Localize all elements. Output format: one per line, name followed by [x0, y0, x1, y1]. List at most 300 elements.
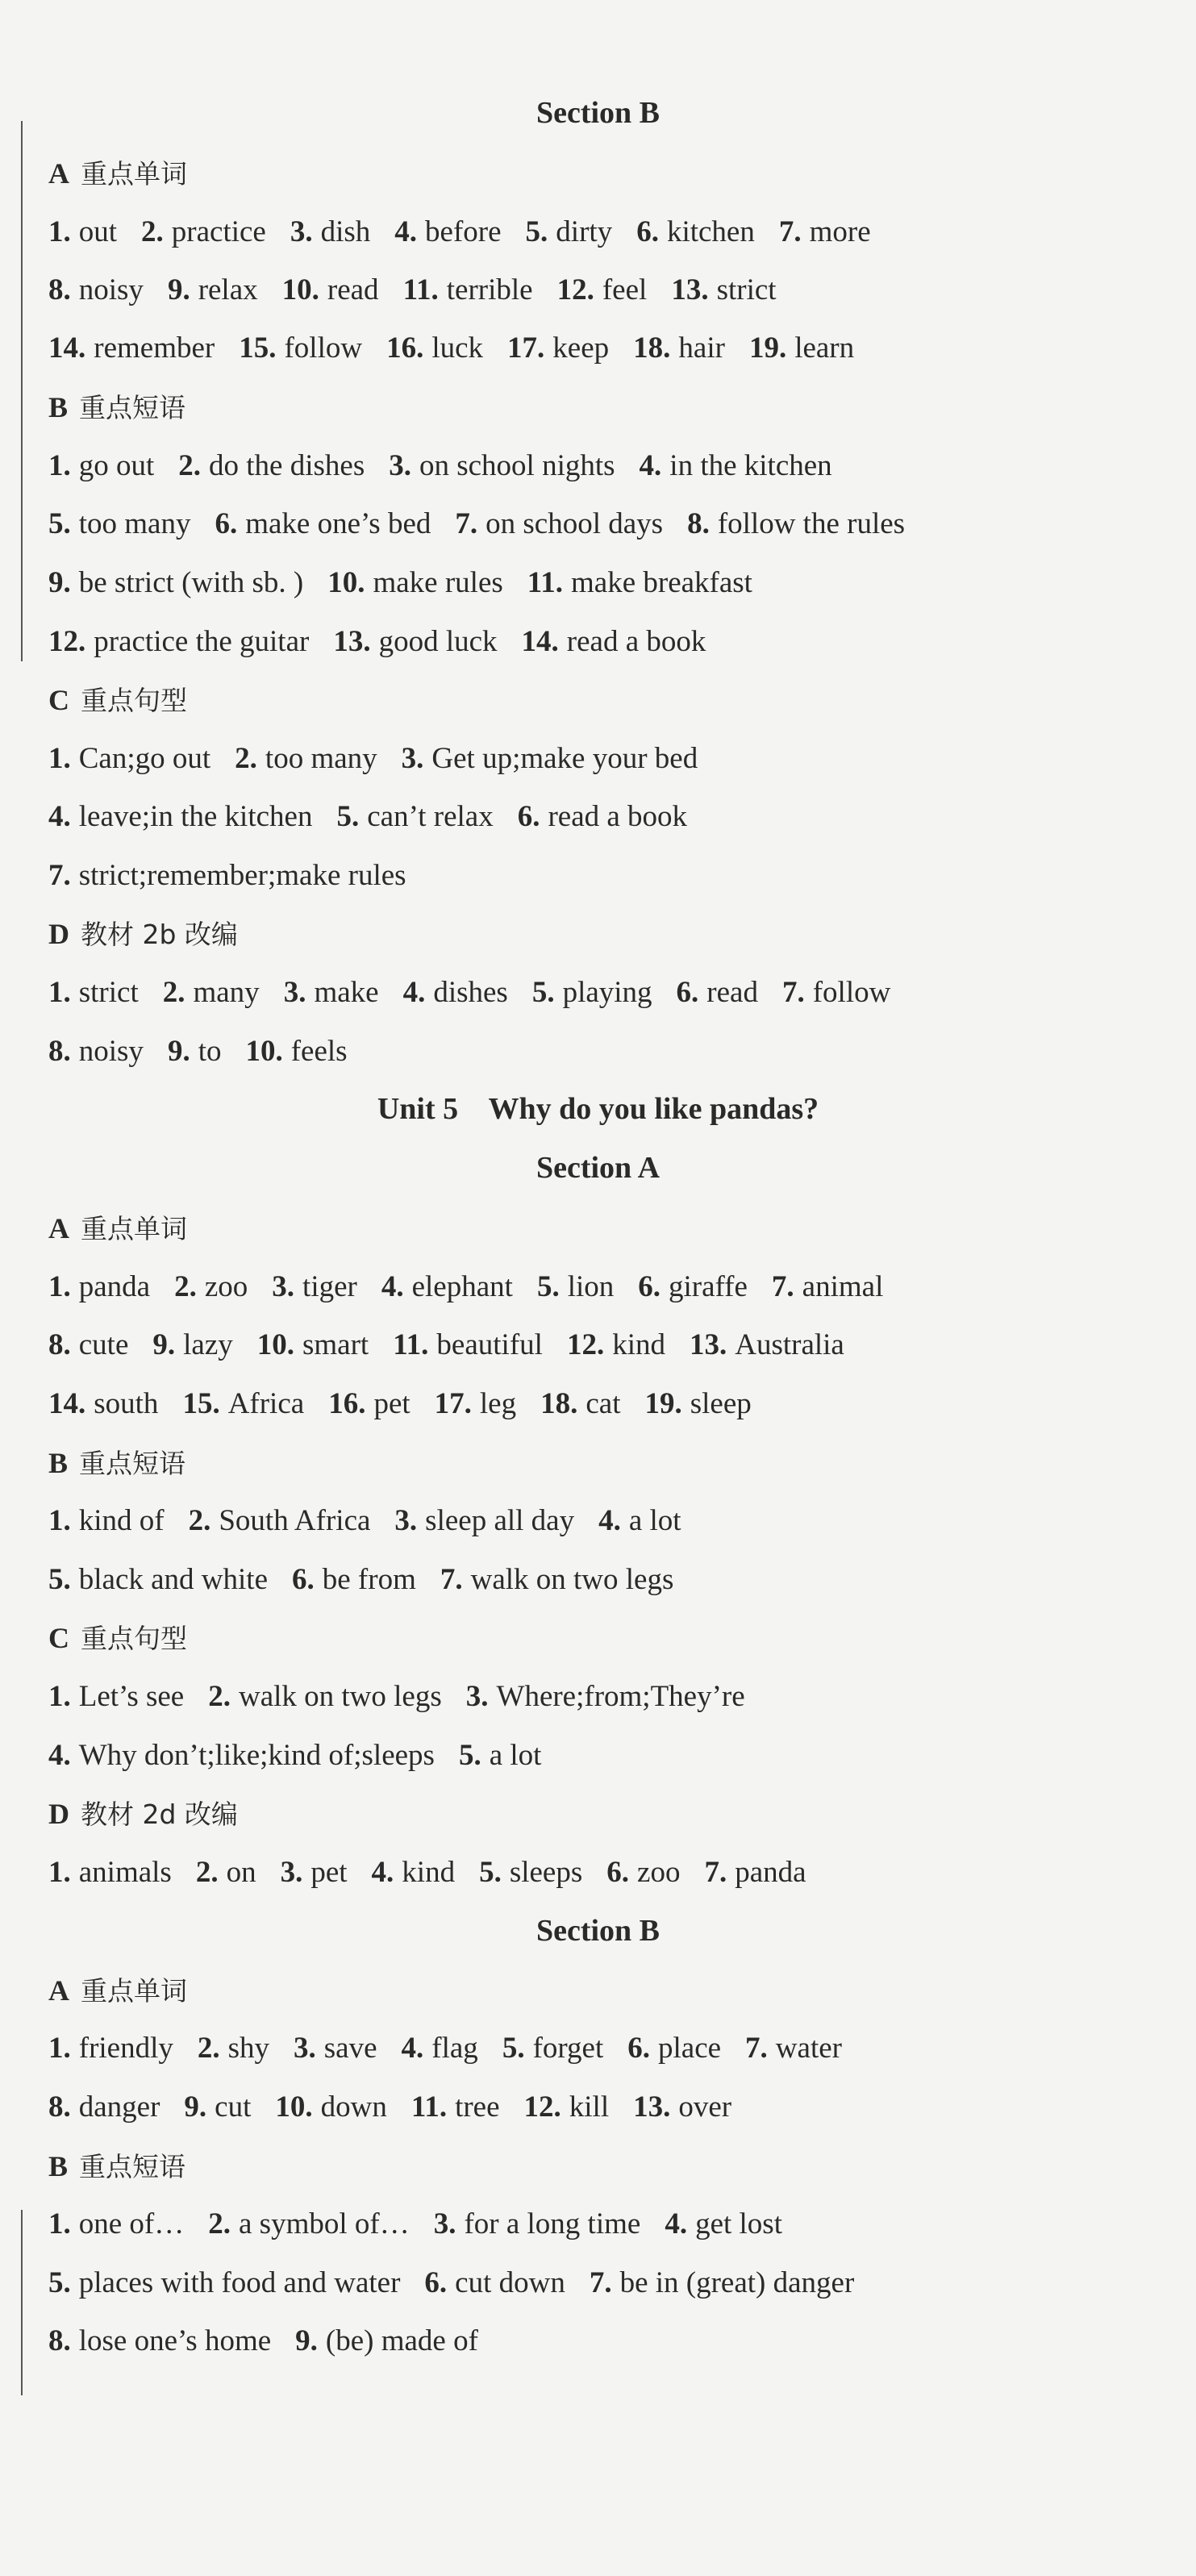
answer-item	[294, 2032, 377, 2065]
answer-number: 6.	[638, 1270, 661, 1303]
answer-text: strict;remember;make rules	[78, 859, 406, 892]
answer-item	[48, 273, 144, 306]
answer-item	[257, 1328, 369, 1361]
subsection-letter: A	[48, 1974, 69, 2007]
answer-number: 14.	[48, 331, 86, 365]
answer-line	[48, 1736, 1164, 1776]
answer-number: 11.	[527, 566, 563, 599]
answer-text: panda	[735, 1856, 806, 1889]
answer-text: smart	[302, 1328, 369, 1361]
answer-text: kill	[569, 2090, 610, 2124]
answer-number: 4.	[381, 1270, 404, 1303]
answer-number: 5.	[48, 2266, 71, 2299]
answer-number: 9.	[48, 566, 71, 599]
answer-text: kind	[402, 1856, 456, 1889]
answer-number: 6.	[215, 507, 238, 540]
answer-item	[434, 2207, 641, 2240]
answer-text: panda	[78, 1270, 151, 1303]
answer-number: 1.	[48, 2207, 71, 2240]
answer-text: remember	[94, 331, 215, 365]
answer-text: shy	[227, 2032, 270, 2065]
subsection-title: 重点短语	[79, 1448, 186, 1479]
answer-number: 5.	[525, 215, 548, 248]
answer-text: one of…	[78, 2207, 185, 2240]
answer-item	[424, 2266, 565, 2299]
answer-number: 9.	[184, 2090, 207, 2124]
answer-text: be strict (with sb. )	[78, 566, 304, 599]
answer-number: 2.	[208, 2207, 231, 2240]
answer-item	[48, 625, 309, 658]
answer-number: 4.	[598, 1504, 621, 1537]
answer-number: 1.	[48, 1270, 71, 1303]
answer-line	[48, 856, 1164, 896]
answer-text: (be) made of	[325, 2324, 478, 2357]
answer-number: 3.	[290, 215, 313, 248]
answer-number: 4.	[48, 1739, 71, 1772]
answer-item	[381, 1270, 513, 1303]
answer-item	[393, 1328, 543, 1361]
answer-number: 1.	[48, 215, 71, 248]
answer-text: pet	[310, 1856, 348, 1889]
answer-text: practice the guitar	[94, 625, 310, 658]
subsection-title: 教材 2b 改编	[81, 919, 238, 950]
answer-text: kitchen	[666, 215, 755, 248]
subsection-letter: B	[48, 391, 69, 423]
answer-number: 7.	[589, 2266, 612, 2299]
answer-number: 7.	[704, 1856, 727, 1889]
answer-item	[198, 2032, 269, 2065]
answer-line	[48, 563, 1164, 603]
answer-number: 14.	[521, 625, 559, 658]
answer-text: read a book	[548, 800, 688, 833]
answer-number: 13.	[333, 625, 371, 658]
answer-text: go out	[78, 449, 155, 482]
answer-text: sleep all day	[425, 1504, 575, 1537]
answer-line	[48, 1032, 1164, 1072]
subsection-heading	[48, 680, 1164, 721]
answer-number: 7.	[745, 2032, 768, 2065]
answer-item	[48, 331, 215, 365]
answer-number: 7.	[440, 1563, 463, 1596]
answer-number: 2.	[141, 215, 164, 248]
answer-item	[163, 976, 260, 1009]
answer-line	[48, 2321, 1164, 2361]
answer-text: Get up;make your bed	[431, 742, 698, 775]
answer-number: 9.	[167, 273, 190, 306]
answer-item	[782, 976, 890, 1009]
answer-number: 2.	[195, 1856, 219, 1889]
answer-number: 2.	[178, 449, 202, 482]
answer-item	[677, 976, 758, 1009]
subsection-heading	[48, 1208, 1164, 1249]
answer-item	[48, 566, 303, 599]
answer-number: 4.	[639, 449, 662, 482]
answer-item	[403, 273, 533, 306]
answer-line	[48, 1325, 1164, 1365]
subsection-title: 重点句型	[81, 685, 187, 716]
answer-number: 8.	[687, 507, 710, 540]
answer-item	[272, 1270, 357, 1303]
answer-text: Why don’t;like;kind of;sleeps	[78, 1739, 435, 1772]
answer-text: for a long time	[464, 2207, 641, 2240]
answer-item	[435, 1387, 516, 1420]
answer-number: 10.	[256, 1328, 294, 1361]
answer-text: keep	[552, 331, 610, 365]
answer-text: zoo	[637, 1856, 681, 1889]
subsection-heading	[48, 914, 1164, 955]
answer-item	[772, 1270, 883, 1303]
answer-text: forget	[532, 2032, 604, 2065]
section-heading: Section B	[535, 96, 661, 130]
answer-item	[540, 1387, 620, 1420]
answer-text: leave;in the kitchen	[78, 800, 313, 833]
answer-item	[557, 273, 648, 306]
answer-item	[690, 1328, 844, 1361]
answer-number: 9.	[295, 2324, 318, 2357]
subsection-title: 重点句型	[81, 1623, 187, 1654]
answer-item	[48, 2266, 400, 2299]
answer-text: feels	[290, 1035, 348, 1068]
answer-text: playing	[562, 976, 652, 1009]
answer-line	[48, 1853, 1164, 1893]
answer-item	[48, 1270, 150, 1303]
answer-text: danger	[78, 2090, 160, 2124]
answer-number: 5.	[48, 507, 71, 540]
answer-text: leg	[479, 1387, 517, 1420]
answer-number: 3.	[280, 1856, 303, 1889]
answer-item	[644, 1387, 751, 1420]
answer-text: animals	[78, 1856, 172, 1889]
answer-number: 8.	[48, 273, 71, 306]
answer-item	[532, 976, 652, 1009]
left-margin-rule	[21, 121, 23, 661]
answer-item	[168, 273, 258, 306]
answer-item	[48, 2207, 184, 2240]
answer-text: sleeps	[509, 1856, 583, 1889]
answer-item	[567, 1328, 665, 1361]
answer-item	[590, 2266, 854, 2299]
answer-text: on school nights	[419, 449, 615, 482]
answer-text: cat	[585, 1387, 621, 1420]
answer-item	[184, 2090, 251, 2124]
answer-number: 13.	[633, 2090, 671, 2124]
subsection-heading	[48, 1970, 1164, 2011]
subsection-letter: C	[48, 1622, 69, 1654]
answer-text: follow	[812, 976, 891, 1009]
answer-item	[411, 2090, 500, 2124]
answer-item	[598, 1504, 681, 1537]
subsection-letter: A	[48, 157, 69, 190]
answer-number: 11.	[410, 2090, 448, 2124]
answer-item	[290, 215, 370, 248]
answer-number: 1.	[48, 2032, 71, 2065]
answer-number: 2.	[197, 2032, 220, 2065]
answer-text: friendly	[78, 2032, 173, 2065]
answer-text: lazy	[183, 1328, 233, 1361]
answer-text: out	[78, 215, 118, 248]
answer-item	[48, 1504, 165, 1537]
answer-item	[527, 566, 752, 599]
answer-number: 5.	[336, 800, 360, 833]
answer-number: 10.	[281, 273, 319, 306]
answer-item	[239, 331, 362, 365]
answer-text: beautiful	[436, 1328, 543, 1361]
section-heading: Section A	[535, 1151, 661, 1185]
answer-item	[174, 1270, 248, 1303]
answer-text: flag	[431, 2032, 478, 2065]
answer-text: lion	[567, 1270, 615, 1303]
answer-text: practice	[171, 215, 266, 248]
answer-text: noisy	[78, 273, 144, 306]
answer-number: 16.	[328, 1387, 366, 1420]
answer-number: 18.	[540, 1387, 578, 1420]
answer-text: giraffe	[669, 1270, 748, 1303]
answer-number: 5.	[536, 1270, 560, 1303]
answer-item	[402, 742, 698, 775]
answer-line	[48, 212, 1164, 252]
answer-line	[48, 504, 1164, 544]
answer-line	[48, 622, 1164, 662]
answer-item	[526, 215, 613, 248]
answer-item	[48, 2324, 271, 2357]
answer-item	[48, 1680, 184, 1713]
answer-item	[779, 215, 871, 248]
answer-item	[537, 1270, 614, 1303]
answer-item	[524, 2090, 610, 2124]
section-heading: Unit 5 Why do you like pandas?	[377, 1092, 819, 1126]
answer-item	[295, 2324, 478, 2357]
answer-item	[386, 331, 483, 365]
answer-text: walk on two legs	[238, 1680, 442, 1713]
answer-text: follow the rules	[717, 507, 906, 540]
answer-number: 8.	[48, 1328, 71, 1361]
answer-number: 18.	[633, 331, 671, 365]
answer-number: 12.	[523, 2090, 561, 2124]
answer-text: good luck	[378, 625, 498, 658]
answer-text: Let’s see	[78, 1680, 185, 1713]
answer-item	[48, 2090, 160, 2124]
answer-item	[389, 449, 615, 482]
answer-item	[48, 1563, 268, 1596]
answer-text: Where;from;They’re	[496, 1680, 745, 1713]
answer-text: more	[809, 215, 871, 248]
answer-item	[168, 1035, 222, 1068]
answer-item	[394, 215, 501, 248]
answer-text: Africa	[227, 1387, 305, 1420]
answer-number: 10.	[327, 566, 365, 599]
subsection-title: 重点单词	[81, 158, 187, 190]
answer-text: over	[678, 2090, 732, 2124]
answer-text: kind	[612, 1328, 665, 1361]
answer-text: south	[94, 1387, 159, 1420]
answer-text: strict	[716, 273, 777, 306]
answer-item	[640, 449, 832, 482]
subsection-heading	[48, 153, 1164, 194]
answer-item	[208, 2207, 409, 2240]
answer-number: 17.	[434, 1387, 472, 1420]
answer-number: 5.	[458, 1739, 481, 1772]
answer-text: get lost	[695, 2207, 782, 2240]
answer-text: many	[193, 976, 260, 1009]
answer-text: read a book	[566, 625, 706, 658]
answer-text: on school days	[485, 507, 664, 540]
answer-text: cut	[215, 2090, 252, 2124]
answer-text: on	[226, 1856, 256, 1889]
answer-number: 6.	[627, 2032, 650, 2065]
answer-number: 3.	[394, 1504, 418, 1537]
answer-line	[48, 1501, 1164, 1541]
answer-text: cute	[78, 1328, 129, 1361]
answer-number: 9.	[167, 1035, 190, 1068]
answer-number: 13.	[689, 1328, 727, 1361]
answer-number: 3.	[465, 1680, 489, 1713]
answer-number: 7.	[781, 976, 805, 1009]
answer-number: 1.	[48, 976, 71, 1009]
answer-text: lose one’s home	[78, 2324, 272, 2357]
answer-text: walk on two legs	[470, 1563, 674, 1596]
answer-number: 9.	[152, 1328, 176, 1361]
answer-number: 8.	[48, 1035, 71, 1068]
answer-number: 12.	[566, 1328, 605, 1361]
answer-text: luck	[431, 331, 484, 365]
answer-number: 1.	[48, 742, 71, 775]
answer-text: dish	[320, 215, 371, 248]
answer-number: 5.	[48, 1563, 71, 1596]
answer-number: 2.	[235, 742, 257, 775]
answer-text: a lot	[628, 1504, 681, 1537]
answer-text: Can;go out	[78, 742, 211, 775]
answer-item	[749, 331, 854, 365]
answer-item	[402, 2032, 478, 2065]
answer-text: relax	[198, 273, 258, 306]
answer-text: elephant	[411, 1270, 513, 1303]
answer-text: be in (great) danger	[619, 2266, 855, 2299]
answer-item	[48, 742, 210, 775]
subsection-heading	[48, 1618, 1164, 1659]
answer-text: too many	[265, 742, 377, 775]
answer-number: 12.	[48, 625, 86, 658]
answer-item	[394, 1504, 574, 1537]
answer-line	[48, 1677, 1164, 1717]
answer-text: read	[706, 976, 758, 1009]
answer-text: water	[775, 2032, 842, 2065]
answer-item	[687, 507, 905, 540]
answer-text: before	[425, 215, 502, 248]
answer-text: make breakfast	[571, 566, 752, 599]
answer-text: a symbol of…	[239, 2207, 410, 2240]
answer-number: 4.	[371, 1856, 394, 1889]
subsection-title: 重点短语	[79, 2151, 186, 2182]
answer-item	[178, 449, 365, 482]
answer-line	[48, 328, 1164, 369]
answer-number: 3.	[294, 2032, 316, 2065]
answer-item	[235, 742, 377, 775]
answer-item	[633, 2090, 731, 2124]
answer-item	[48, 449, 154, 482]
answer-item	[48, 2032, 173, 2065]
subsection-title: 教材 2d 改编	[81, 1799, 238, 1830]
answer-item	[671, 273, 776, 306]
answer-text: can’t relax	[367, 800, 494, 833]
answer-text: places with food and water	[78, 2266, 401, 2299]
answer-number: 4.	[665, 2207, 688, 2240]
answer-item	[333, 625, 497, 658]
answer-item	[328, 1387, 410, 1420]
answer-item	[48, 976, 139, 1009]
answer-line	[48, 973, 1164, 1013]
answer-text: tree	[455, 2090, 500, 2124]
answer-item	[336, 800, 493, 833]
answer-number: 2.	[188, 1504, 211, 1537]
answer-item	[745, 2032, 842, 2065]
answer-number: 6.	[606, 1856, 630, 1889]
answer-number: 3.	[401, 742, 424, 775]
answer-text: in the kitchen	[669, 449, 832, 482]
answer-text: pet	[373, 1387, 410, 1420]
answer-text: to	[198, 1035, 222, 1068]
answer-number: 4.	[401, 2032, 424, 2065]
subsection-letter: A	[48, 1212, 69, 1244]
answer-text: make one’s bed	[245, 507, 431, 540]
answer-item	[636, 215, 755, 248]
answer-number: 7.	[778, 215, 802, 248]
answer-item	[403, 976, 508, 1009]
answer-number: 13.	[671, 273, 709, 306]
subsection-heading	[48, 1443, 1164, 1484]
answer-number: 2.	[208, 1680, 231, 1713]
answer-item	[281, 1856, 348, 1889]
answer-item	[372, 1856, 456, 1889]
answer-item	[189, 1504, 371, 1537]
answer-item	[208, 1680, 442, 1713]
answer-text: make rules	[373, 566, 503, 599]
subsection-heading	[48, 2146, 1164, 2187]
answer-item	[479, 1856, 582, 1889]
answer-number: 1.	[48, 1504, 71, 1537]
answer-item	[48, 859, 406, 892]
answer-text: noisy	[78, 1035, 144, 1068]
answer-text: South Africa	[219, 1504, 371, 1537]
answer-item	[275, 2090, 386, 2124]
answer-number: 15.	[239, 331, 277, 365]
answer-number: 8.	[48, 2324, 71, 2357]
answer-item	[282, 273, 379, 306]
subsection-letter: D	[48, 918, 69, 950]
answer-item	[48, 215, 117, 248]
answer-item	[196, 1856, 256, 1889]
answer-number: 1.	[48, 1680, 71, 1713]
answer-item	[48, 1035, 144, 1068]
subsection-letter: B	[48, 2150, 69, 2182]
answer-item	[638, 1270, 748, 1303]
answer-number: 16.	[386, 331, 424, 365]
answer-number: 2.	[162, 976, 185, 1009]
answer-number: 4.	[394, 215, 418, 248]
answer-item	[627, 2032, 721, 2065]
answer-number: 5.	[531, 976, 555, 1009]
answer-item	[327, 566, 503, 599]
answer-number: 4.	[48, 800, 71, 833]
answer-item	[48, 507, 190, 540]
answer-line	[48, 2263, 1164, 2303]
answer-number: 5.	[502, 2032, 525, 2065]
answer-text: a lot	[489, 1739, 542, 1772]
answer-item	[48, 1856, 172, 1889]
answer-line	[48, 739, 1164, 779]
answer-item	[48, 800, 312, 833]
subsection-letter: C	[48, 684, 69, 716]
answer-line	[48, 270, 1164, 311]
